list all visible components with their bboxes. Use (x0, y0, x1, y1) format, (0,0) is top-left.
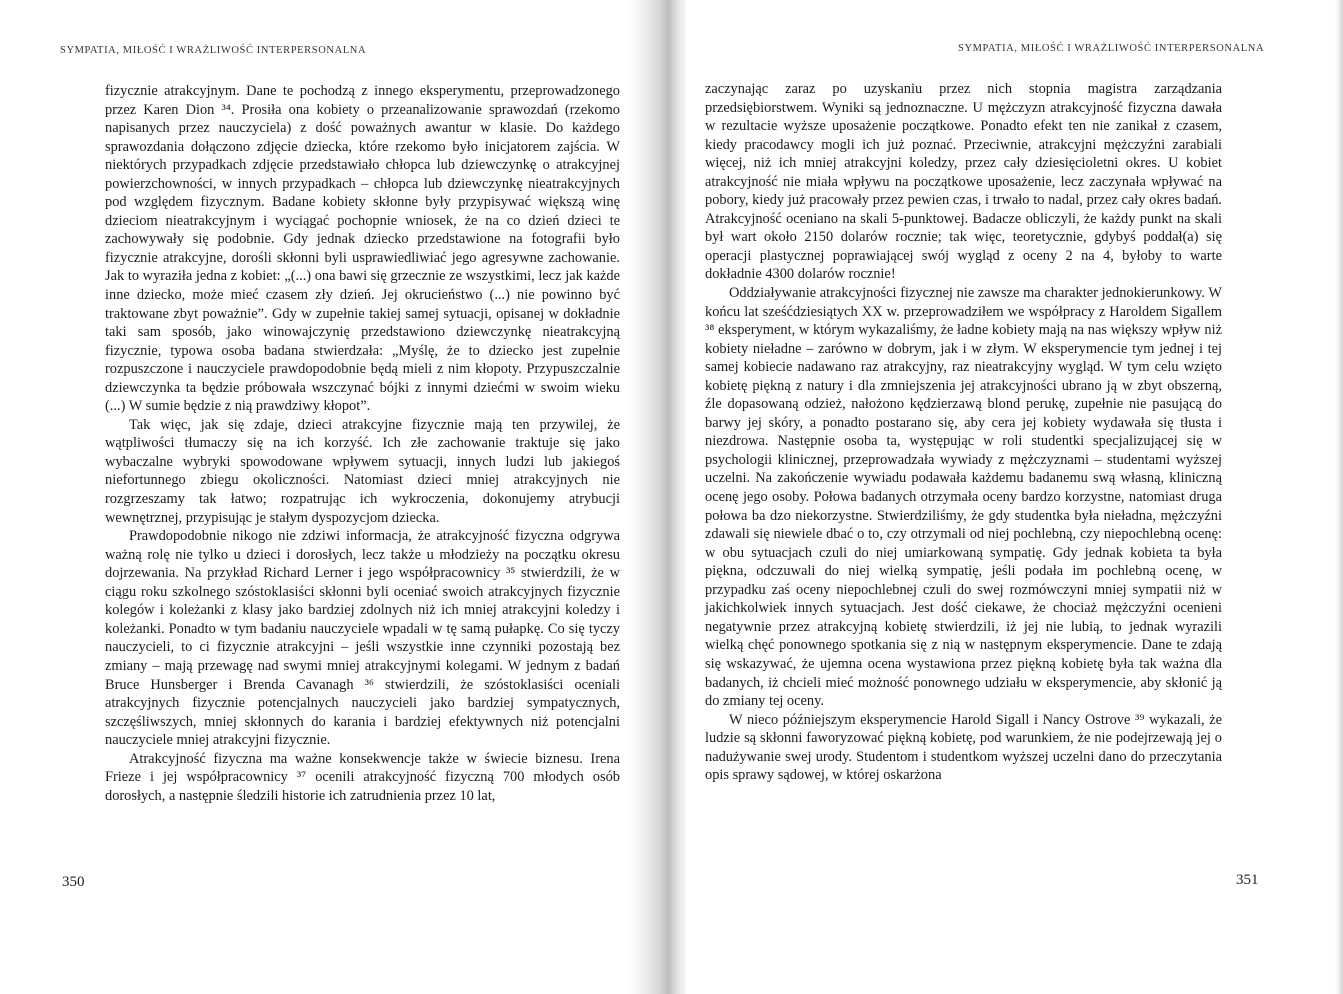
left-page-text (105, 82, 620, 805)
left-running-head: SYMPATIA, MIŁOŚĆ I WRAŻLIWOŚĆ INTERPERSONALNA (60, 45, 367, 56)
left-paragraph-4: Atrakcyjność fizyczna ma ważne konsekwencje także w świecie biznesu. Irena Frieze i jej współpracownicy ³⁷ ocenili atrakcyjność fizyczną 700 młodych osób dorosłych, a następnie śledzili historie ich zatrudnienia przez 10 lat, (105, 750, 620, 804)
right-paragraph-3: W nieco późniejszym eksperymencie Harold Sigall i Nancy Ostrove ³⁹ wykazali, że ludzie są skłonni faworyzować piękną kobietę, pod warunkiem, że nie podejrzewają jej o nadużywanie swej urody. Studentom i studentkom wyższej uczelni dano do przeczytania opis sprawy sądowej, w której oskarżona (705, 711, 1222, 784)
right-page-text (705, 80, 1222, 785)
right-running-head: SYMPATIA, MIŁOŚĆ I WRAŻLIWOŚĆ INTERPERSONALNA (958, 43, 1265, 54)
right-paragraph-2: Oddziaływanie atrakcyjności fizycznej nie zawsze ma charakter jednokierunkowy. W końcu lat sześćdziesiątych XX w. przeprowadziłem we współpracy z Haroldem Sigallem ³⁸ eksperyment, w którym wykazaliśmy, że ładne kobiety mają na nas większy wpływ niż kobiety nieładne – zarówno w dobrym, jak i w złym. W eksperymencie tym jednej i tej samej kobiecie nadawano raz atrakcyjny, raz nieatrakcyjny wygląd. W tym celu wzięto kobietę piękną z natury i dla zmniejszenia jej atrakcyjności ubrano ją w zbyt obszerną, źle dopasowaną odzież, nałożono kędzierzawą blond perukę, zupełnie nie pasującą do barwy jej skóry, a ponadto postarano się, aby cera jej kobiety wydawała się tłusta i niezdrowa. Następnie osoba ta, występując w roli studentki specjalizującej się w psychologii klinicznej, przeprowadzała wywiady z mężczyznami – studentami wyższej uczelni. Na zakończenie wywiadu podawała każdemu badanemu swą własną, kliniczną ocenę jego osoby. Połowa badanych otrzymała oceny bardzo korzystne, natomiast druga połowa ba dzo niekorzystne. Stwierdziliśmy, że gdy studentka była nieładna, mężczyźni zdawali się niewiele dbać o to, czy otrzymali od niej pochlebną, czy niepochlebną ocenę: w obu sytuacjach czuli do niej umiarkowaną sympatię. Gdy jednak kobieta ta była piękna, odczuwali do niej wielką sympatię, jeśli podała im pochlebną ocenę, w przypadku zaś oceny niepochlebnej czuli do swej rozmówczyni mniej sympatii niż w jakichkolwiek innych sytuacjach. Jest dość ciekawe, że chociaż mężczyźni ocenieni negatywnie przez atrakcyjną kobietę stwierdzili, iż jej nie lubią, to jednak wyrazili wielką chęć ponownego spotkania się z nią w następnym eksperymencie. Dane te zdają się wskazywać, że ujemna ocena wystawiona przez piękną kobietę była tak ważna dla badanych, iż chcieli mieć możność ponownego udziału w eksperymencie, aby skłonić ją do zmiany tej oceny. (705, 285, 1222, 710)
right-paragraph-1: zaczynając zaraz po uzyskaniu przez nich stopnia magistra zarządzania przedsiębiorstwem. Wyniki są jednoznaczne. U mężczyzn atrakcyjność fizyczna dawała w rezultacie wyższe uposażenie początkowe. Ponadto efekt ten nie zanikał z czasem, kiedy pracodawcy mogli ich już poznać. Przeciwnie, atrakcyjni mężczyźni zarabiali więcej, niż ich mniej atrakcyjni koledzy, przez cały dziesięcioletni okres. U kobiet atrakcyjność nie miała wpływu na początkowe uposażenie, lecz zaczynała wpływać na pobory, kiedy już pracowały przez pewien czas, i trwało to nadal, przez cały okres badań. Atrakcyjność oceniano na skali 5-punktowej. Badacze obliczyli, że każdy punkt na skali był wart około 2150 dolarów rocznie; tak więc, teoretycznie, gdybyś poddał(a) się operacji plastycznej poprawiającej swój wygląd z oceny 2 na 4, byłoby to warte dokładnie 4300 dolarów rocznie! (705, 81, 1222, 283)
page-edge-shadow (1335, 0, 1343, 994)
left-paragraph-3: Prawdopodobnie nikogo nie zdziwi informacja, że atrakcyjność fizyczna odgrywa ważną rolę nie tylko u dzieci i dorosłych, lecz także u młodzieży na początku okresu dojrzewania. Na przykład Richard Lerner i jego współpracownicy ³⁵ stwierdzili, że w ciągu roku szkolnego szóstoklasiści skłonni byli oceniać swoich atrakcyjnych fizycznie kolegów i koleżanki z klasy jako bardziej zdolnych niż ich mniej atrakcyjni koledzy i koleżanki. Ponadto w tym badaniu nauczyciele wpadali w tę samą pułapkę. Co się tyczy nauczycieli, to ci fizycznie atrakcyjni – jeśli wszystkie inne czynniki pozostają bez zmiany – mają przewagę nad swymi mniej atrakcyjnymi kolegami. W jednym z badań Bruce Hunsberger i Brenda Cavanagh ³⁶ stwierdzili, że szóstoklasiści oceniali atrakcyjnych fizycznie potencjalnych nauczycieli jako bardziej sympatycznych, szczęśliwszych, mniej skłonnych do karania i bardziej efektywnych niż potencjalni nauczyciele mniej atrakcyjni fizycznie. (105, 528, 620, 749)
right-page-number: 351 (1236, 872, 1259, 888)
left-paragraph-2: Tak więc, jak się zdaje, dzieci atrakcyjne fizycznie mają ten przywilej, że wątpliwości tłumaczy się na ich korzyść. Ich złe zachowanie traktuje się jako wybaczalne wybryki spowodowane wpływem sytuacji, innych ludzi lub jakiegoś niefortunnego zbiegu okoliczności. Natomiast dzieci mniej atrakcyjnych nie rozgrzeszamy tak łatwo; rozpatrując ich wykroczenia, dokonujemy atrybucji wewnętrznej, przypisując je stałym dyspozycjom dziecka. (105, 416, 620, 526)
left-paragraph-1: fizycznie atrakcyjnym. Dane te pochodzą z innego eksperymentu, przeprowadzonego przez Karen Dion ³⁴. Prosiła ona kobiety o przeanalizowanie sprawozdań (rzekomo napisanych przez nauczyciela) z dość poważnych awantur w klasie. Do każdego sprawozdania dołączono zdjęcie dziecka, które rzekomo było inicjatorem zajścia. W niektórych przypadkach zdjęcie przedstawiało chłopca lub dziewczynkę o atrakcyjnej powierzchowności, w innych przypadkach – chłopca lub dziewczynkę nieatrakcyjnych pod względem fizycznym. Badane kobiety skłonne były przypisywać większą winę dzieciom nieatrakcyjnym i wyciągać pochopnie wniosek, że na co dzień dzieci te zachowywały się podobnie. Gdy jednak dziecko przedstawione na fotografii było fizycznie atrakcyjne, dorośli skłonni byli usprawiedliwiać jego agresywne zachowanie. Jak to wyraziła jedna z kobiet: „(...) ona bawi się grzecznie ze wszystkimi, lecz jak każde inne dziecko, może mieć czasem zły dzień. Jej okrucieństwo (...) nie powinno być traktowane zbyt poważnie”. Gdy w zupełnie takiej samej sytuacji, opisanej w dokładnie taki sam sposób, jako winowajczynię przedstawiono dziewczynkę nieatrakcyjną fizycznie, typowa osoba badana stwierdzała: „Myślę, że to dziecko jest zupełnie rozpuszczone i nauczyciele prawdopodobnie będą mieli z nim kłopoty. Przypuszczalnie dziewczynka ta będzie próbowała wszczynać bójki z innymi dziećmi w swoim wieku (...) W sumie będzie z nią prawdziwy kłopot”. (105, 83, 620, 415)
left-page-number: 350 (62, 874, 85, 890)
book-spine-shadow (628, 0, 686, 994)
